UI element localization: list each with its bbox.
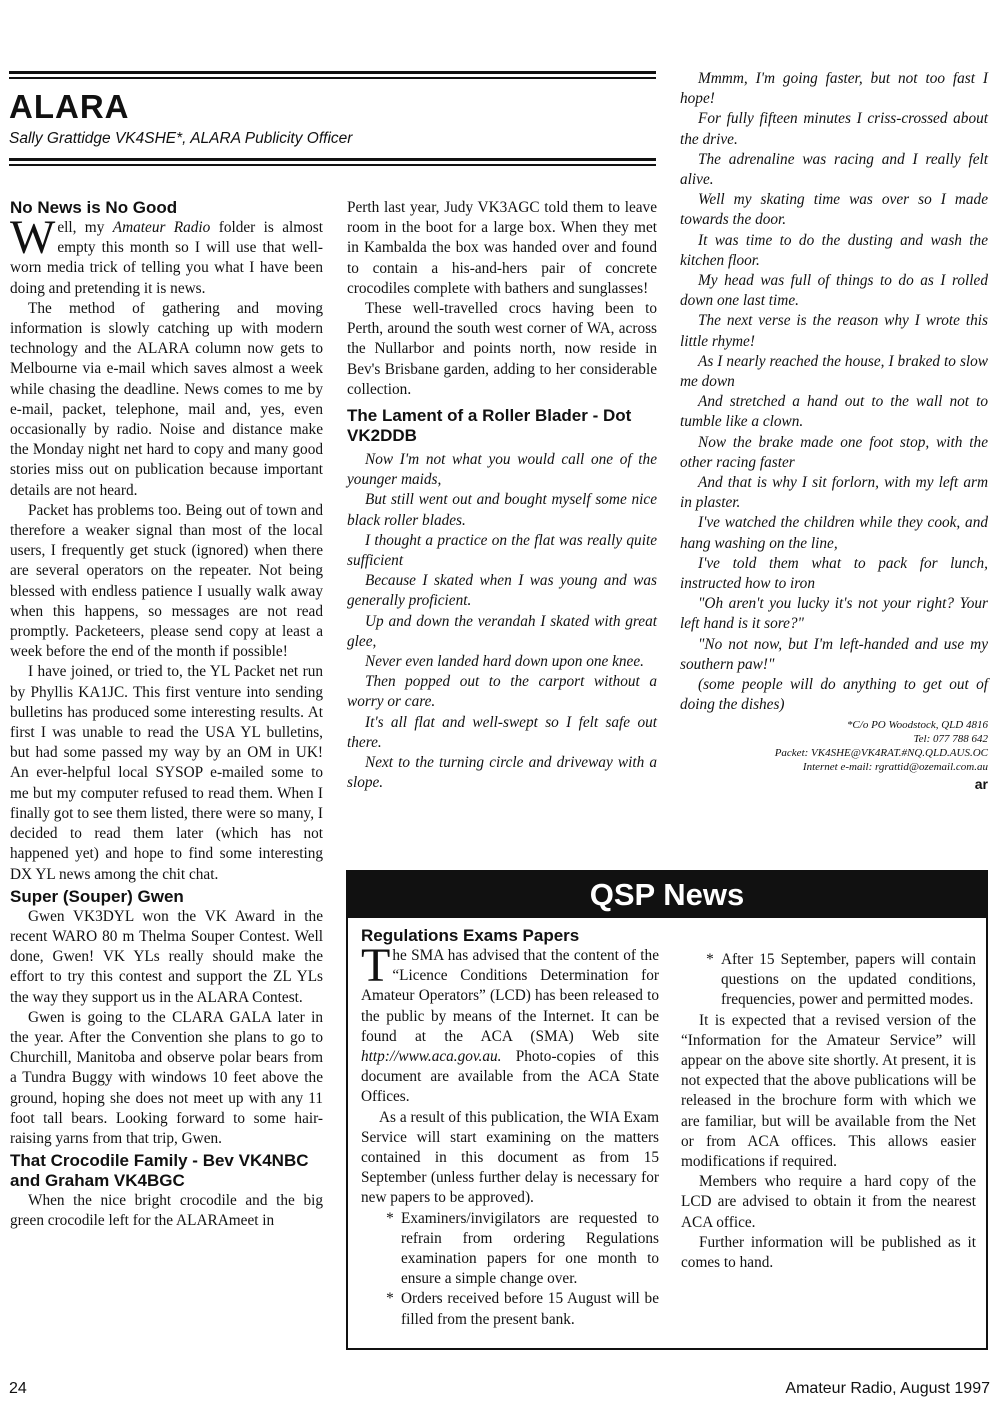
poem-stanza: "Oh aren't you lucky it's not your right? Your left hand is it sore?" [680,595,988,633]
header-rule-top [9,71,656,74]
column-1 [10,198,323,1232]
qsp-news-box [346,870,988,1350]
poem-stanza: As I nearly reached the house, I braked to slow me down [680,352,988,391]
poem-stanza: Because I skated when I was young and was generally proficient. [347,572,657,610]
paragraph: These well-travelled crocs having been to Perth, around the south west corner of WA, across the Nullarbor and points north, now reside in Bev's Brisbane garden, adding to her considerable collection. [347,300,657,398]
poem-stanza: Mmmm, I'm going faster, but not too fast I hope! [680,70,988,108]
bullet-item: * Orders received before 15 August will be filled from the present bank. [361,1289,659,1329]
bullet-mark: * [386,1209,394,1227]
bullet-item: * Examiners/invigilators are requested to refrain from ordering Regulations examination papers for one month to ensure a simple change over. [361,1209,659,1290]
end-mark: ar [974,775,988,792]
magazine-title: Amateur Radio [112,219,211,236]
poem-stanza: Next to the turning circle and driveway with a slope. [347,754,657,792]
qsp-banner: QSP News [348,872,986,918]
poem-stanza: Never even landed hard down upon one knee. [365,653,644,671]
poem-stanza: My head was full of things to do as I rolled down one last time. [680,272,988,310]
poem-stanza: Then popped out to the carport without a worry or care. [347,673,657,711]
qsp-column-left [361,926,659,1330]
poem-stanza: Now the brake made one foot stop, with the other racing faster [680,433,988,471]
author-address: *C/o PO Woodstock, QLD 4816 [846,718,988,731]
author-phone: Tel: 077 788 642 [913,732,988,745]
paragraph: Gwen VK3DYL won the VK Award in the recent WARO 80 m Thelma Souper Contest. Well done, Gwen! VK YLs really should make the effort to try this contest and support the ZL YLs the way they support us in the ALARA Contest. [10,907,323,1006]
column-2 [347,198,657,793]
poem-stanza: And stretched a hand out to the wall not to tumble like a clown. [680,393,988,431]
bullet-mark: * [706,951,714,968]
poem-stanza: It's all flat and well-swept so I felt safe out there. [347,713,657,751]
byline-rule-top [9,158,656,161]
heading-crocodile-family: That Crocodile Family - Bev VK4NBC and Graham VK4BGC [10,1151,309,1191]
poem-part-1 [347,450,657,793]
heading-roller-blader: The Lament of a Roller Blader - Dot VK2DDB [347,406,632,446]
page-number: 24 [9,1380,27,1397]
paragraph: As a result of this publication, the WIA Exam Service will start examining on the matters contained in this document as from 15 September (unless further delay is necessary for new papers to be approved). [361,1108,659,1207]
poem-stanza: The adrenaline was racing and I really felt alive. [680,150,988,189]
publication-line: Amateur Radio, August 1997 [785,1380,990,1397]
aca-url: http://www.aca.gov.au. [361,1048,502,1066]
paragraph: Further information will be published as it comes to hand. [681,1233,976,1272]
paragraph-intro: The SMA has advised that the content of the “Licence Conditions Determination for Amateur Operators” (LCD) has been released to the public by means of the Internet. It can be found at the ACA (SMA) Web site http://www.aca.gov.au. Photo-copies of this document are available from the ACA State Offices. [361,939,659,1106]
poem-stanza: For fully fifteen minutes I criss-crossed about the drive. [680,110,988,148]
author-email: Internet e-mail: rgrattid@ozemail.com.au [802,760,988,773]
paragraph: I have joined, or tried to, the YL Packet net run by Phyllis KA1JC. This first venture into sending bulletins has produced some interesting results. At first I was unable to read the USA YL bulletins, but had some passed my way by an OM in UK! An ever-helpful local SYSOP e-mailed some to me but my computer refused to read them. When I finally got to see them listed, there were so many, I decided to read them later (which has not happened yet) and hope to find some interesting DX YL news among the chit chat. [10,663,323,883]
column-3 [680,69,988,794]
poem-stanza: Well my skating time was over so I made towards the door. [680,191,988,229]
heading-no-news: No News is No Good [10,198,178,217]
poem-stanza: I thought a practice on the flat was really quite sufficient [347,531,657,570]
paragraph: Gwen is going to the CLARA GALA later in the year. After the Convention she plans to go to Churchill, Manitoba and observe polar bears from a Tundra Buggy with windows 10 feet above the ground, hoping she does not meet up with any 11 foot tall bears. Looking forward to some hair-raising yarns from that trip, Gwen. [10,1008,323,1147]
heading-regulations: Regulations Exams Papers [361,926,580,945]
poem-part-2 [680,69,988,716]
poem-stanza: I've watched the children while they cook, and hang washing on the line, [680,514,988,552]
paragraph-intro: Well, my Amateur Radio folder is almost empty this month so I will use that well-worn media trick of telling you what I have been doing and pretending it is news. [10,211,323,297]
bullet-item: * After 15 September, papers will contain questions on the updated conditions, frequencies, power and permitted modes. [681,950,976,1011]
poem-stanza: But still went out and bought myself some nice black roller blades. [347,491,657,529]
paragraph: The method of gathering and moving information is slowly catching up with modern technology and the ALARA column now gets to Melbourne via e-mail which saves almost a week while chasing the deadline. News comes to me by e-mail, packet, telephone, mail and, yes, even occasionally by radio. Noise and distance make the Monday night net hard to copy and many good stories miss out on publication because important details are not heard. [10,299,323,499]
paragraph: When the nice bright crocodile and the big green crocodile left for the ALARAmeet in [10,1192,323,1230]
bullet-mark: * [386,1290,394,1308]
poem-stanza: (some people will do anything to get out of doing the dishes) [680,676,988,714]
paragraph: Perth last year, Judy VK3AGC told them to leave room in the boot for a large box. When they met in Kambalda the box was handed over and found to contain a his-and-hers pair of concrete crocodiles complete with bathers and sunglasses! [347,199,657,297]
drop-cap: T [361,939,391,992]
header-rule-bottom [9,77,656,79]
section-title: ALARA [9,88,130,125]
poem-stanza: "No not now, but I'm left-handed and use my southern paw!" [680,635,988,673]
paragraph: Members who require a hard copy of the LCD are advised to obtain it from the nearest ACA office. [681,1173,976,1231]
poem-stanza: Up and down the verandah I skated with great glee, [347,612,657,650]
byline-rule-bottom [9,164,656,166]
heading-super-gwen: Super (Souper) Gwen [10,886,184,906]
author-packet: Packet: VK4SHE@VK4RAT.#NQ.QLD.AUS.OC [774,746,988,759]
poem-stanza: The next verse is the reason why I wrote this little rhyme! [680,312,988,350]
poem-stanza: And that is why I sit forlorn, with my left arm in plaster. [680,474,988,512]
byline: Sally Grattidge VK4SHE*, ALARA Publicity Officer [9,130,353,147]
paragraph: It is expected that a revised version of the “Information for the Amateur Service” will appear on the above site shortly. At present, it is not expected that the above publications will be released in the brochure form with which we are familiar, but will be available from the Net or from ACA offices. This allows easier modifications if required. [681,1011,976,1171]
poem-stanza: Now I'm not what you would call one of the younger maids, [347,451,657,489]
poem-stanza: I've told them what to pack for lunch, instructed how to iron [680,554,988,593]
paragraph: Packet has problems too. Being out of town and therefore a weaker signal than most of the local users, I frequently get stuck (ignored) when there are several operators on the repeater. Not being blessed with endless patience I usually walk away when this happens, so messages are not read promptly. Packeteers, please send copy at least a week before the end of the month if possible! [10,501,323,661]
qsp-column-right [681,950,976,1273]
drop-cap: W [10,211,56,264]
poem-stanza: It was time to do the dusting and wash the kitchen floor. [680,231,988,269]
